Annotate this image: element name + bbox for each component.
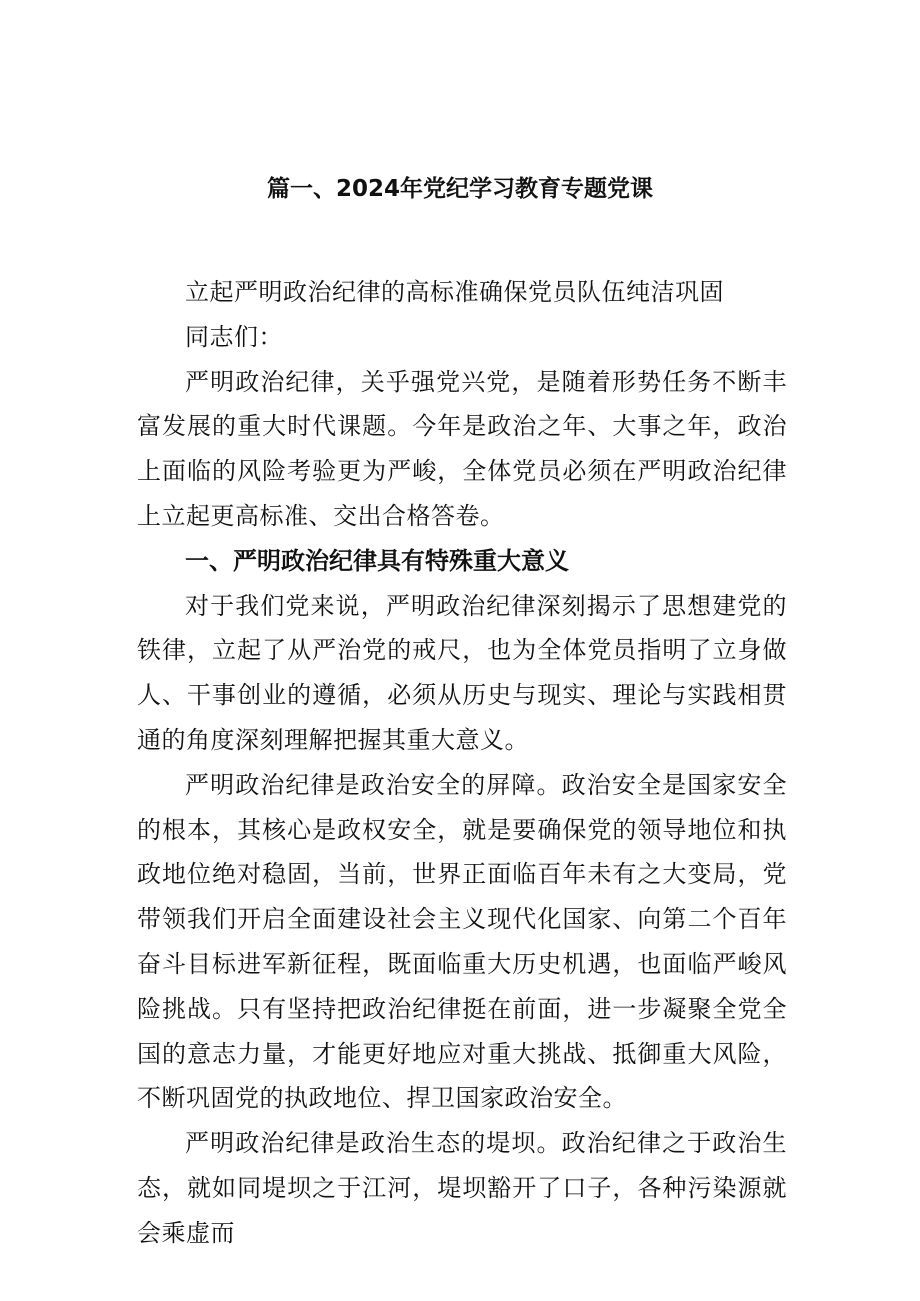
paragraph-intro: 严明政治纪律，关乎强党兴党，是随着形势任务不断丰富发展的重大时代课题。今年是政治之年、大事之年，政治上面临的风险考验更为严峻，全体党员必须在严明政治纪律上立起更高标准、交出合格答卷。 [137,367,787,530]
salutation: 同志们： [185,322,283,351]
document-title: 篇一、2024年党纪学习教育专题党课 [266,176,653,202]
paragraph-political-security: 严明政治纪律是政治安全的屏障。政治安全是国家安全的根本，其核心是政权安全，就是要确保党的领导地位和执政地位绝对稳固，当前，世界正面临百年未有之大变局，党带领我们开启全面建设社会主义现代化国家、向第二个百年奋斗目标进军新征程，既面临重大历史机遇，也面临严峻风险挑战。只有坚持把政治纪律挺在前面，进一步凝聚全党全国的意志力量，才能更好地应对重大挑战、抵御重大风险，不断巩固党的执政地位、捍卫国家政治安全。 [137,770,787,1113]
subtitle: 立起严明政治纪律的高标准确保党员队伍纯洁巩固 [185,278,724,306]
paragraph-significance: 对于我们党来说，严明政治纪律深刻揭示了思想建党的铁律，立起了从严治党的戒尺，也为全体党员指明了立身做人、干事创业的遵循，必须从历史与现实、理论与实践相贯通的角度深刻理解把握其重大意义。 [137,591,787,754]
paragraph-political-ecology: 严明政治纪律是政治生态的堤坝。政治纪律之于政治生态，就如同堤坝之于江河，堤坝豁开了口子，各种污染源就会乘虚而 [137,1129,787,1247]
section-heading: 一、严明政治纪律具有特殊重大意义 [185,546,569,575]
document-body [137,270,787,1256]
